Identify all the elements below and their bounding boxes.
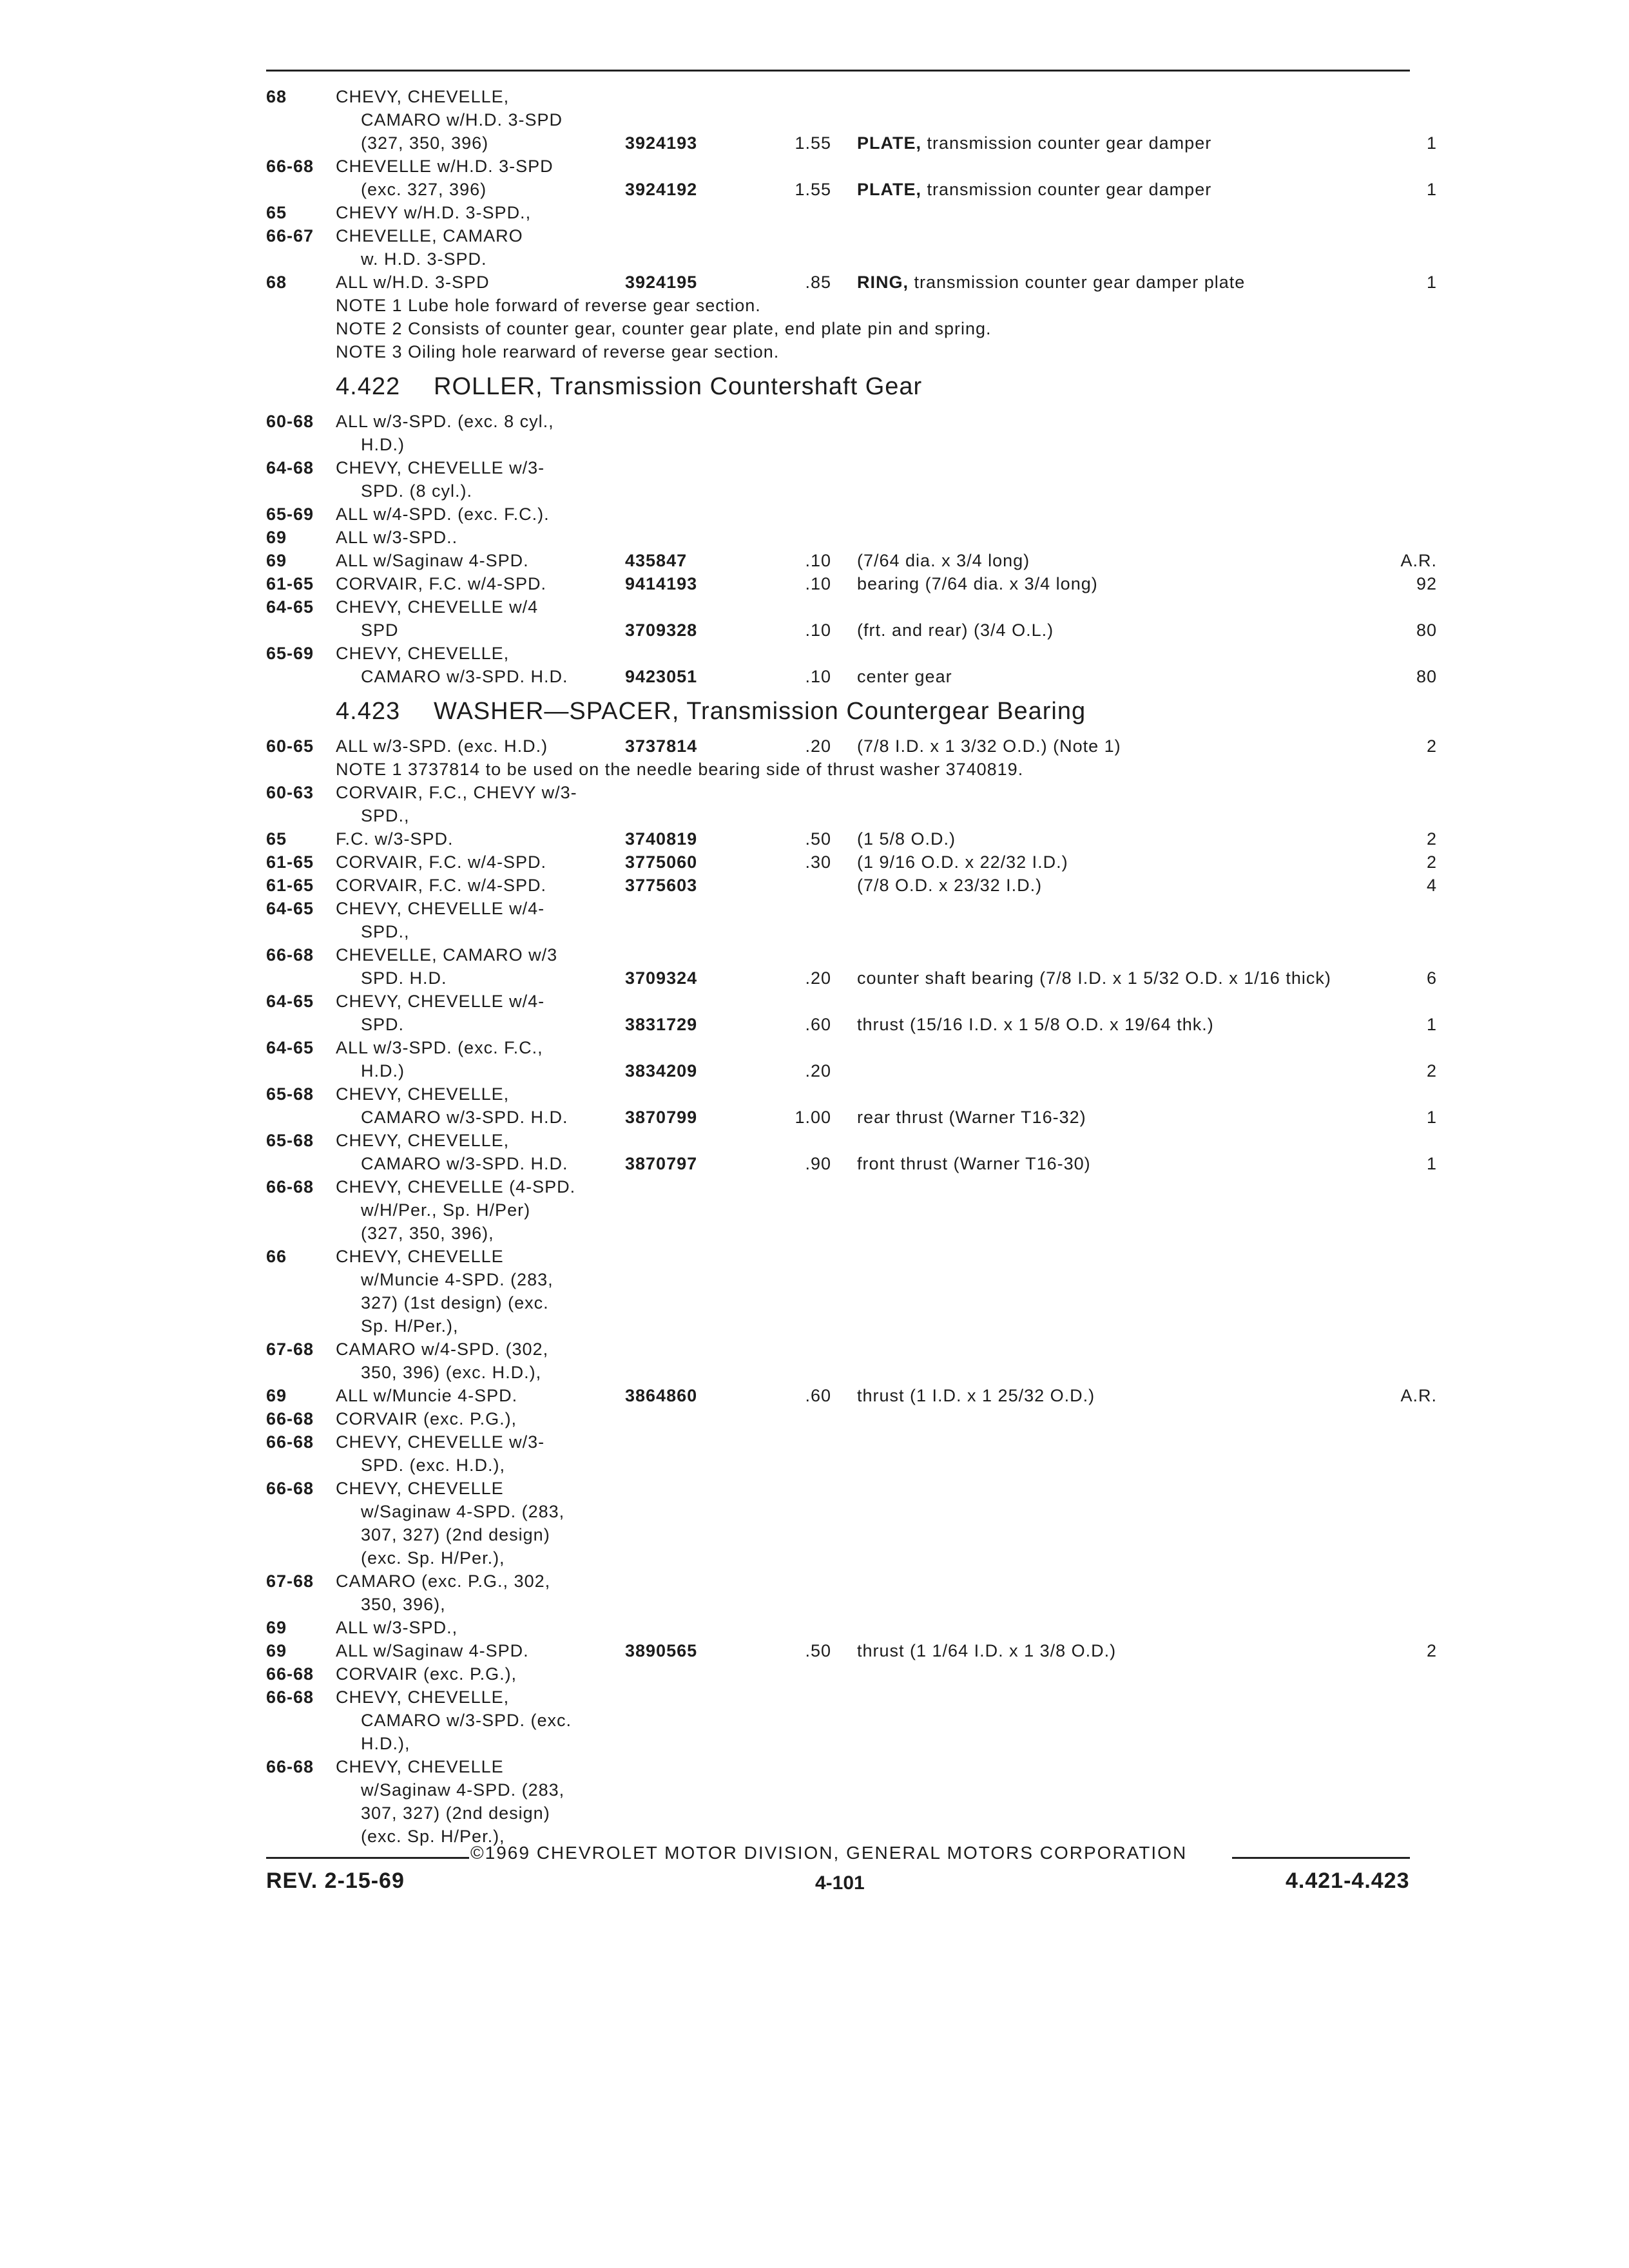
- parts-row: [0, 1477, 1629, 1500]
- part-number: 9423051: [625, 667, 698, 686]
- model-years: 64-65: [266, 992, 314, 1011]
- quantity: 80: [1416, 667, 1437, 686]
- model-years: 67-68: [266, 1571, 314, 1591]
- model-years: 61-65: [266, 876, 314, 895]
- price: .50: [805, 1641, 831, 1660]
- application: CHEVY, CHEVELLE (4-SPD.: [336, 1177, 576, 1196]
- parts-row: [0, 1430, 1629, 1454]
- quantity: 2: [1426, 852, 1437, 872]
- application: CORVAIR (exc. P.G.),: [336, 1409, 517, 1428]
- note-text: NOTE 3 Oiling hole rearward of reverse gear section.: [336, 342, 780, 361]
- model-years: 64-68: [266, 458, 314, 477]
- model-years: 60-65: [266, 736, 314, 756]
- model-years: 69: [266, 1386, 287, 1405]
- parts-row: [0, 247, 1629, 271]
- application: CHEVY, CHEVELLE: [336, 1757, 504, 1776]
- parts-row: [0, 1593, 1629, 1616]
- quantity: 1: [1426, 180, 1437, 199]
- application: ALL w/3-SPD..: [336, 528, 458, 547]
- part-number: 3870797: [625, 1154, 698, 1173]
- parts-row: [0, 1198, 1629, 1222]
- parts-row: [0, 1152, 1629, 1175]
- quantity: A.R.: [1400, 551, 1437, 570]
- part-detail: transmission counter gear damper plate: [909, 273, 1246, 292]
- parts-row: [0, 1013, 1629, 1036]
- model-years: 66-68: [266, 1177, 314, 1196]
- part-detail: transmission counter gear damper: [921, 180, 1212, 199]
- parts-row: [0, 990, 1629, 1013]
- quantity: 1: [1426, 133, 1437, 153]
- price: .60: [805, 1015, 831, 1034]
- part-detail: (7/64 dia. x 3/4 long): [857, 551, 1030, 570]
- price: .90: [805, 1154, 831, 1173]
- application: ALL w/4-SPD. (exc. F.C.).: [336, 505, 550, 524]
- application: 307, 327) (2nd design): [361, 1525, 550, 1544]
- parts-row: [0, 665, 1629, 688]
- price: .10: [805, 551, 831, 570]
- part-detail: counter shaft bearing (7/8 I.D. x 1 5/32 O.D. x 1/16 thick): [857, 968, 1331, 988]
- part-description: [857, 735, 1121, 758]
- application: CHEVY, CHEVELLE w/4-: [336, 992, 545, 1011]
- application: CHEVY, CHEVELLE w/4: [336, 597, 539, 617]
- application: ALL w/Muncie 4-SPD.: [336, 1386, 518, 1405]
- model-years: 69: [266, 528, 287, 547]
- application: ALL w/3-SPD. (exc. 8 cyl.,: [336, 412, 554, 431]
- model-years: 65: [266, 203, 287, 222]
- parts-row: [0, 874, 1629, 897]
- part-number: 3870799: [625, 1108, 698, 1127]
- application: (327, 350, 396),: [361, 1224, 494, 1243]
- quantity: 2: [1426, 1641, 1437, 1660]
- parts-row: [0, 1036, 1629, 1059]
- part-detail: center gear: [857, 667, 952, 686]
- parts-row: [0, 1361, 1629, 1384]
- part-description: [857, 549, 1030, 572]
- part-description: [857, 572, 1098, 595]
- application: CORVAIR, F.C., CHEVY w/3-: [336, 783, 577, 802]
- application: (exc. 327, 396): [361, 180, 487, 199]
- footer-rule-left: [266, 1857, 469, 1859]
- part-detail: (7/8 O.D. x 23/32 I.D.): [857, 876, 1043, 895]
- part-number: 3737814: [625, 736, 698, 756]
- parts-row: [0, 735, 1629, 758]
- parts-row: [0, 1570, 1629, 1593]
- part-description: [857, 665, 952, 688]
- model-years: 67-68: [266, 1340, 314, 1359]
- part-number: 3775603: [625, 876, 698, 895]
- parts-row: [0, 131, 1629, 155]
- parts-row: [0, 1106, 1629, 1129]
- application: SPD. (8 cyl.).: [361, 481, 473, 501]
- parts-row: [0, 433, 1629, 456]
- part-description: [857, 850, 1068, 874]
- model-years: 64-65: [266, 1038, 314, 1057]
- parts-row: [0, 456, 1629, 479]
- footer-rule-right: [1232, 1857, 1410, 1859]
- part-number: 3709328: [625, 620, 698, 640]
- application: CHEVY, CHEVELLE,: [336, 1687, 510, 1707]
- application: (327, 350, 396): [361, 133, 489, 153]
- model-years: 61-65: [266, 852, 314, 872]
- application: SPD.,: [361, 806, 410, 825]
- model-years: 66-67: [266, 226, 314, 245]
- application: 307, 327) (2nd design): [361, 1803, 550, 1823]
- model-years: 66-68: [266, 1432, 314, 1452]
- application: CAMARO w/H.D. 3-SPD: [361, 110, 563, 130]
- part-description: [857, 966, 1331, 990]
- application: CAMARO (exc. P.G., 302,: [336, 1571, 551, 1591]
- application: CAMARO w/4-SPD. (302,: [336, 1340, 549, 1359]
- quantity: 6: [1426, 968, 1437, 988]
- parts-row: [0, 224, 1629, 247]
- part-detail: transmission counter gear damper: [921, 133, 1212, 153]
- application: CAMARO w/3-SPD. H.D.: [361, 1154, 568, 1173]
- model-years: 66-68: [266, 945, 314, 965]
- part-detail: bearing (7/64 dia. x 3/4 long): [857, 574, 1098, 593]
- part-detail: thrust (1 I.D. x 1 25/32 O.D.): [857, 1386, 1095, 1405]
- part-name: PLATE,: [857, 180, 921, 199]
- parts-row: [0, 271, 1629, 294]
- application: H.D.),: [361, 1734, 410, 1753]
- application: CHEVY, CHEVELLE: [336, 1247, 504, 1266]
- quantity: 2: [1426, 1061, 1437, 1081]
- application: SPD.: [361, 1015, 405, 1034]
- note-line: [0, 340, 1629, 363]
- parts-row: [0, 897, 1629, 920]
- application: CORVAIR, F.C. w/4-SPD.: [336, 574, 547, 593]
- part-number: 435847: [625, 551, 688, 570]
- application: CHEVELLE w/H.D. 3-SPD: [336, 157, 554, 176]
- quantity: 1: [1426, 273, 1437, 292]
- parts-row: [0, 503, 1629, 526]
- part-detail: front thrust (Warner T16-30): [857, 1154, 1091, 1173]
- section-heading: [0, 688, 1629, 735]
- parts-row: [0, 526, 1629, 549]
- section-number: 4.422: [336, 373, 401, 400]
- application: ALL w/H.D. 3-SPD: [336, 273, 490, 292]
- footer-copyright: ©1969 CHEVROLET MOTOR DIVISION, GENERAL MOTORS CORPORATION: [470, 1843, 1188, 1863]
- model-years: 66-68: [266, 1757, 314, 1776]
- parts-row: [0, 1082, 1629, 1106]
- application: CHEVY w/H.D. 3-SPD.,: [336, 203, 532, 222]
- application: ALL w/Saginaw 4-SPD.: [336, 1641, 529, 1660]
- part-description: [857, 178, 1211, 201]
- part-number: 3834209: [625, 1061, 698, 1081]
- part-name: RING,: [857, 273, 909, 292]
- model-years: 69: [266, 551, 287, 570]
- parts-row: [0, 1802, 1629, 1825]
- quantity: A.R.: [1400, 1386, 1437, 1405]
- part-description: [857, 1152, 1091, 1175]
- model-years: 65: [266, 829, 287, 849]
- price: .10: [805, 667, 831, 686]
- application: CHEVY, CHEVELLE,: [336, 87, 510, 106]
- price: .50: [805, 829, 831, 849]
- price: .20: [805, 736, 831, 756]
- price: .60: [805, 1386, 831, 1405]
- part-name: PLATE,: [857, 133, 921, 153]
- part-detail: (1 9/16 O.D. x 22/32 I.D.): [857, 852, 1068, 872]
- parts-row: [0, 1778, 1629, 1802]
- parts-row: [0, 201, 1629, 224]
- note-line: [0, 294, 1629, 317]
- note-text: NOTE 1 3737814 to be used on the needle bearing side of thrust washer 3740819.: [336, 760, 1024, 779]
- part-number: 3740819: [625, 829, 698, 849]
- parts-row: [0, 1268, 1629, 1291]
- section-number: 4.423: [336, 698, 401, 725]
- quantity: 80: [1416, 620, 1437, 640]
- parts-row: [0, 1338, 1629, 1361]
- page-number: 4-101: [815, 1872, 865, 1894]
- price: .10: [805, 620, 831, 640]
- part-description: [857, 1106, 1086, 1129]
- parts-row: [0, 1222, 1629, 1245]
- parts-row: [0, 1755, 1629, 1778]
- part-detail: (1 5/8 O.D.): [857, 829, 956, 849]
- application: w/Muncie 4-SPD. (283,: [361, 1270, 554, 1289]
- parts-row: [0, 1129, 1629, 1152]
- parts-row: [0, 1245, 1629, 1268]
- application: 327) (1st design) (exc.: [361, 1293, 549, 1312]
- model-years: 69: [266, 1618, 287, 1637]
- quantity: 2: [1426, 829, 1437, 849]
- model-years: 66-68: [266, 1479, 314, 1498]
- price: .20: [805, 1061, 831, 1081]
- parts-row: [0, 1175, 1629, 1198]
- model-years: 64-65: [266, 899, 314, 918]
- price: .85: [805, 273, 831, 292]
- application: H.D.): [361, 435, 405, 454]
- price: 1.00: [795, 1108, 831, 1127]
- revision-date: REV. 2-15-69: [266, 1869, 405, 1893]
- parts-row: [0, 827, 1629, 850]
- application: 350, 396),: [361, 1595, 446, 1614]
- parts-row: [0, 1523, 1629, 1546]
- application: CHEVELLE, CAMARO w/3: [336, 945, 558, 965]
- application: CAMARO w/3-SPD. H.D.: [361, 1108, 568, 1127]
- application: Sp. H/Per.),: [361, 1316, 459, 1336]
- price: .20: [805, 968, 831, 988]
- parts-row: [0, 850, 1629, 874]
- application: CHEVY, CHEVELLE,: [336, 1084, 510, 1104]
- parts-row: [0, 410, 1629, 433]
- application: CAMARO w/3-SPD. (exc.: [361, 1711, 572, 1730]
- part-detail: thrust (15/16 I.D. x 1 5/8 O.D. x 19/64 thk.): [857, 1015, 1214, 1034]
- application: CHEVY, CHEVELLE: [336, 1479, 504, 1498]
- application: CHEVY, CHEVELLE w/3-: [336, 1432, 545, 1452]
- model-years: 65-68: [266, 1131, 314, 1150]
- section-reference: 4.421-4.423: [1286, 1869, 1410, 1893]
- price: 1.55: [795, 180, 831, 199]
- note-text: NOTE 2 Consists of counter gear, counter gear plate, end plate pin and spring.: [336, 319, 992, 338]
- application: 350, 396) (exc. H.D.),: [361, 1363, 542, 1382]
- model-years: 65-68: [266, 1084, 314, 1104]
- parts-listing: [0, 85, 1629, 1848]
- section-title: WASHER—SPACER, Transmission Countergear Bearing: [434, 698, 1086, 725]
- section-title: ROLLER, Transmission Countershaft Gear: [434, 373, 923, 400]
- quantity: 2: [1426, 736, 1437, 756]
- parts-row: [0, 804, 1629, 827]
- part-detail: rear thrust (Warner T16-32): [857, 1108, 1086, 1127]
- part-number: 3924192: [625, 180, 698, 199]
- parts-row: [0, 1686, 1629, 1709]
- model-years: 65-69: [266, 644, 314, 663]
- application: CHEVY, CHEVELLE w/3-: [336, 458, 545, 477]
- application: CHEVY, CHEVELLE,: [336, 644, 510, 663]
- parts-row: [0, 781, 1629, 804]
- application: ALL w/3-SPD. (exc. H.D.): [336, 736, 548, 756]
- application: w/H/Per., Sp. H/Per): [361, 1200, 531, 1220]
- section-heading: [0, 363, 1629, 410]
- parts-row: [0, 1709, 1629, 1732]
- note-line: [0, 758, 1629, 781]
- model-years: 66-68: [266, 1664, 314, 1684]
- part-number: 9414193: [625, 574, 698, 593]
- application: ALL w/Saginaw 4-SPD.: [336, 551, 529, 570]
- part-number: 3864860: [625, 1386, 698, 1405]
- application: CHEVY, CHEVELLE,: [336, 1131, 510, 1150]
- parts-row: [0, 85, 1629, 108]
- parts-row: [0, 1500, 1629, 1523]
- parts-row: [0, 1291, 1629, 1314]
- parts-row: [0, 1639, 1629, 1662]
- parts-row: [0, 178, 1629, 201]
- part-number: 3775060: [625, 852, 698, 872]
- parts-row: [0, 1662, 1629, 1686]
- part-number: 3924195: [625, 273, 698, 292]
- part-detail: (frt. and rear) (3/4 O.L.): [857, 620, 1054, 640]
- application: CORVAIR, F.C. w/4-SPD.: [336, 852, 547, 872]
- model-years: 60-68: [266, 412, 314, 431]
- parts-row: [0, 1454, 1629, 1477]
- parts-row: [0, 595, 1629, 619]
- model-years: 66: [266, 1247, 287, 1266]
- parts-row: [0, 155, 1629, 178]
- parts-row: [0, 1059, 1629, 1082]
- note-text: NOTE 1 Lube hole forward of reverse gear section.: [336, 296, 761, 315]
- price: .30: [805, 852, 831, 872]
- price: .10: [805, 574, 831, 593]
- quantity: 1: [1426, 1015, 1437, 1034]
- parts-row: [0, 1732, 1629, 1755]
- quantity: 1: [1426, 1154, 1437, 1173]
- model-years: 65-69: [266, 505, 314, 524]
- parts-row: [0, 479, 1629, 503]
- application: SPD: [361, 620, 399, 640]
- part-description: [857, 1013, 1214, 1036]
- application: w. H.D. 3-SPD.: [361, 249, 487, 269]
- application: SPD. (exc. H.D.),: [361, 1456, 506, 1475]
- part-detail: thrust (1 1/64 I.D. x 1 3/8 O.D.): [857, 1641, 1117, 1660]
- application: w/Saginaw 4-SPD. (283,: [361, 1780, 565, 1800]
- model-years: 68: [266, 87, 287, 106]
- part-description: [857, 271, 1245, 294]
- application: F.C. w/3-SPD.: [336, 829, 454, 849]
- application: CHEVELLE, CAMARO: [336, 226, 523, 245]
- price: 1.55: [795, 133, 831, 153]
- parts-row: [0, 572, 1629, 595]
- application: ALL w/3-SPD.,: [336, 1618, 458, 1637]
- part-description: [857, 827, 956, 850]
- application: CORVAIR (exc. P.G.),: [336, 1664, 517, 1684]
- parts-row: [0, 642, 1629, 665]
- model-years: 69: [266, 1641, 287, 1660]
- quantity: 1: [1426, 1108, 1437, 1127]
- model-years: 61-65: [266, 574, 314, 593]
- parts-row: [0, 920, 1629, 943]
- model-years: 66-68: [266, 157, 314, 176]
- part-description: [857, 1384, 1095, 1407]
- parts-row: [0, 1616, 1629, 1639]
- model-years: 64-65: [266, 597, 314, 617]
- parts-row: [0, 619, 1629, 642]
- quantity: 4: [1426, 876, 1437, 895]
- part-description: [857, 131, 1211, 155]
- part-number: 3890565: [625, 1641, 698, 1660]
- parts-row: [0, 1546, 1629, 1570]
- part-description: [857, 1639, 1116, 1662]
- model-years: 60-63: [266, 783, 314, 802]
- application: CHEVY, CHEVELLE w/4-: [336, 899, 545, 918]
- top-rule: [266, 70, 1410, 72]
- application: ALL w/3-SPD. (exc. F.C.,: [336, 1038, 543, 1057]
- application: H.D.): [361, 1061, 405, 1081]
- quantity: 92: [1416, 574, 1437, 593]
- part-detail: (7/8 I.D. x 1 3/32 O.D.) (Note 1): [857, 736, 1121, 756]
- parts-row: [0, 1407, 1629, 1430]
- application: CORVAIR, F.C. w/4-SPD.: [336, 876, 547, 895]
- application: SPD. H.D.: [361, 968, 447, 988]
- parts-row: [0, 549, 1629, 572]
- parts-row: [0, 1314, 1629, 1338]
- note-line: [0, 317, 1629, 340]
- model-years: 66-68: [266, 1409, 314, 1428]
- model-years: 66-68: [266, 1687, 314, 1707]
- part-description: [857, 619, 1054, 642]
- model-years: 68: [266, 273, 287, 292]
- part-number: 3924193: [625, 133, 698, 153]
- application: w/Saginaw 4-SPD. (283,: [361, 1502, 565, 1521]
- part-number: 3709324: [625, 968, 698, 988]
- parts-row: [0, 108, 1629, 131]
- parts-row: [0, 943, 1629, 966]
- parts-row: [0, 966, 1629, 990]
- parts-row: [0, 1384, 1629, 1407]
- application: CAMARO w/3-SPD. H.D.: [361, 667, 568, 686]
- application: SPD.,: [361, 922, 410, 941]
- application: (exc. Sp. H/Per.),: [361, 1827, 505, 1846]
- application: (exc. Sp. H/Per.),: [361, 1548, 505, 1568]
- part-description: [857, 874, 1042, 897]
- part-number: 3831729: [625, 1015, 698, 1034]
